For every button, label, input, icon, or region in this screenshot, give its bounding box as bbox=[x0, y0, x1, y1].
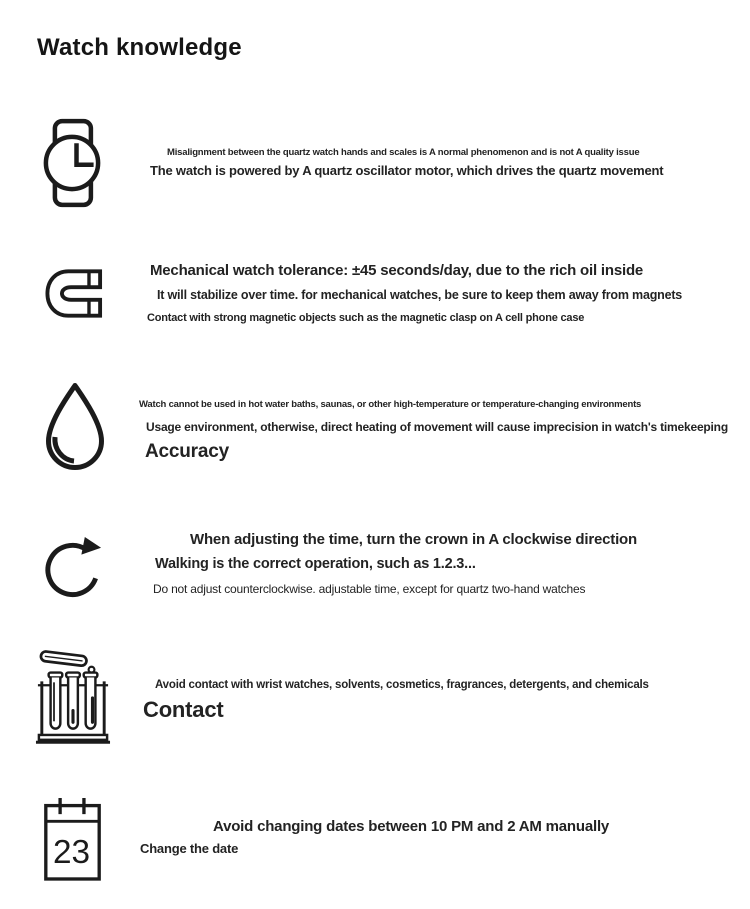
wrist-watch-icon bbox=[42, 118, 102, 208]
note-line: When adjusting the time, turn the crown in A clockwise direction bbox=[190, 531, 637, 548]
note-line: Watch cannot be used in hot water baths, saunas, or other high-temperature or temperature-changing environments bbox=[139, 399, 642, 410]
note-line: Contact with strong magnetic objects such as the magnetic clasp on A cell phone case bbox=[147, 312, 585, 324]
magnet-icon bbox=[45, 268, 103, 319]
note-line: Usage environment, otherwise, direct heating of movement will cause imprecision in watch's timekeeping bbox=[146, 420, 728, 434]
section-label: Change the date bbox=[140, 841, 239, 856]
calendar-day-number: 23 bbox=[53, 833, 91, 871]
note-line: Do not adjust counterclockwise. adjustable time, except for quartz two-hand watches bbox=[153, 582, 586, 596]
note-line: Mechanical watch tolerance: ±45 seconds/day, due to the rich oil inside bbox=[150, 262, 644, 279]
note-line: Avoid changing dates between 10 PM and 2 AM manually bbox=[213, 818, 610, 835]
test-tubes-icon bbox=[35, 645, 111, 745]
section-label: Accuracy bbox=[145, 441, 229, 462]
note-line: Avoid contact with wrist watches, solvents, cosmetics, fragrances, detergents, and chemicals bbox=[155, 679, 649, 691]
note-line: Misalignment between the quartz watch hands and scales is A normal phenomenon and is not A quality issue bbox=[167, 147, 640, 158]
note-line: The watch is powered by A quartz oscillator motor, which drives the quartz movement bbox=[150, 163, 664, 178]
water-drop-icon bbox=[43, 382, 107, 472]
note-line: Walking is the correct operation, such as 1.2.3... bbox=[155, 556, 476, 572]
note-line: It will stabilize over time. for mechanical watches, be sure to keep them away from magnets bbox=[157, 288, 683, 302]
section-label: Contact bbox=[143, 697, 224, 722]
rotate-clockwise-icon bbox=[43, 528, 104, 603]
page-title: Watch knowledge bbox=[37, 34, 242, 61]
calendar-icon bbox=[42, 793, 103, 883]
